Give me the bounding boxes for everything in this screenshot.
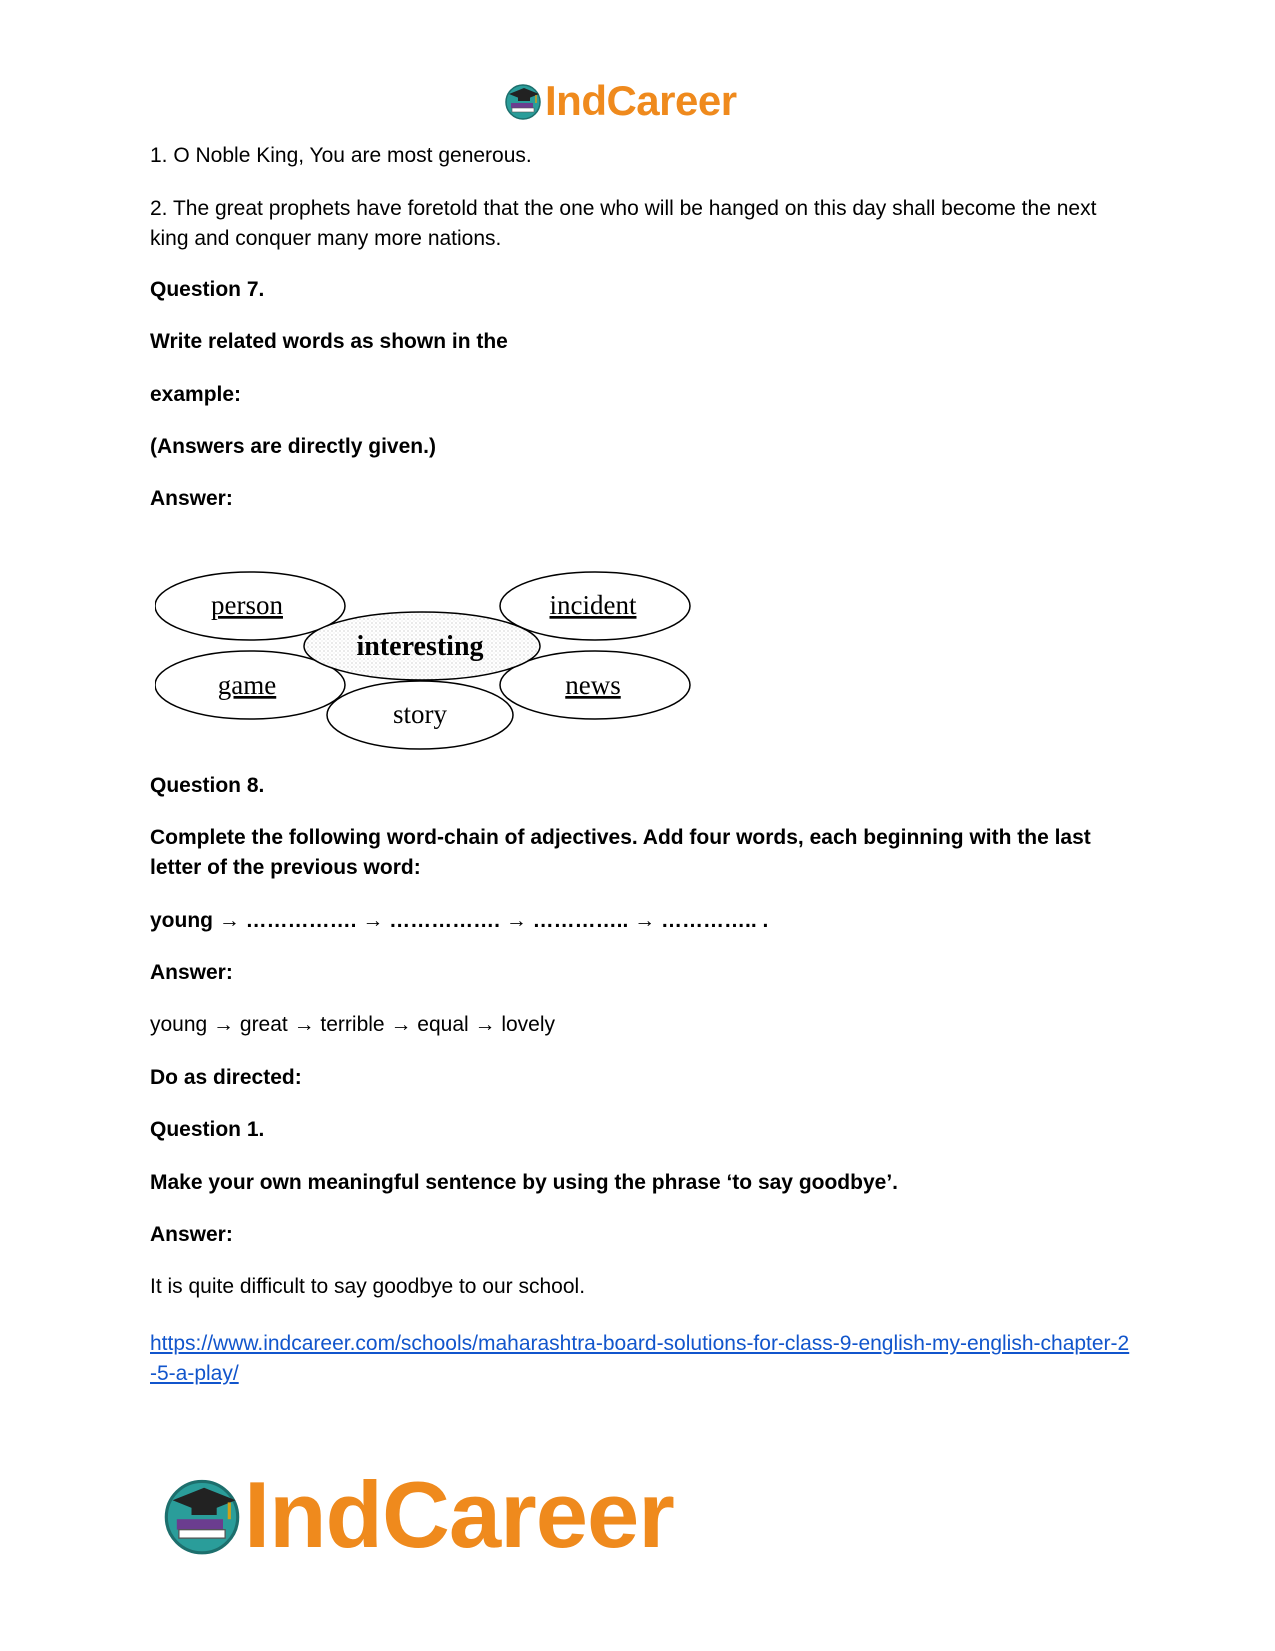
answer-line-2: 2. The great prophets have foretold that the one who will be hanged on this day shall become the next king and conquer many more nations. (150, 197, 1097, 250)
question-8-text: Complete the following word-chain of adjectives. Add four words, each beginning with the last letter of the previous word: (150, 826, 1091, 879)
question-1-answer-label: Answer: (150, 1223, 233, 1246)
diagram-word-person: person (211, 590, 283, 620)
question-1-text: Make your own meaningful sentence by using the phrase ‘to say goodbye’. (150, 1171, 898, 1194)
logo-text: IndCareer (244, 1462, 674, 1567)
section-title: Do as directed: (150, 1066, 302, 1089)
question-1-title: Question 1. (150, 1118, 265, 1141)
diagram-word-news: news (565, 670, 621, 700)
question-1-answer: It is quite difficult to say goodbye to our school. (150, 1275, 586, 1298)
word-web-diagram (155, 570, 715, 770)
diagram-word-story: story (393, 699, 447, 729)
question-8-answer-label: Answer: (150, 961, 233, 984)
question-8-answer: young → great → terrible → equal → lovely (150, 1013, 556, 1036)
diagram-center-word: interesting (356, 631, 484, 662)
indcareer-logo-bottom (160, 1462, 674, 1567)
question-7-note: (Answers are directly given.) (150, 435, 436, 458)
question-7-answer-label: Answer: (150, 487, 233, 510)
logo-text: IndCareer (545, 77, 737, 124)
answer-line-1: 1. O Noble King, You are most generous. (150, 144, 532, 167)
diagram-word-game: game (217, 670, 277, 700)
diagram-word-incident: incident (549, 590, 637, 620)
source-link[interactable]: https://www.indcareer.com/schools/maharashtra-board-solutions-for-class-9-english-my-english-chapter-2-5-a-play/ (150, 1332, 1130, 1385)
indcareer-logo-top (503, 77, 737, 124)
question-7-text: Write related words as shown in the (150, 330, 508, 353)
graduation-cap-book-icon (160, 1473, 244, 1557)
question-8-title: Question 8. (150, 774, 265, 797)
question-7-text-continued: example: (150, 383, 242, 406)
graduation-cap-book-icon (503, 81, 543, 121)
question-8-word-chain: young → ……………. → ……………. → ………….. → ………….. . (150, 909, 769, 932)
question-7-title: Question 7. (150, 278, 265, 301)
